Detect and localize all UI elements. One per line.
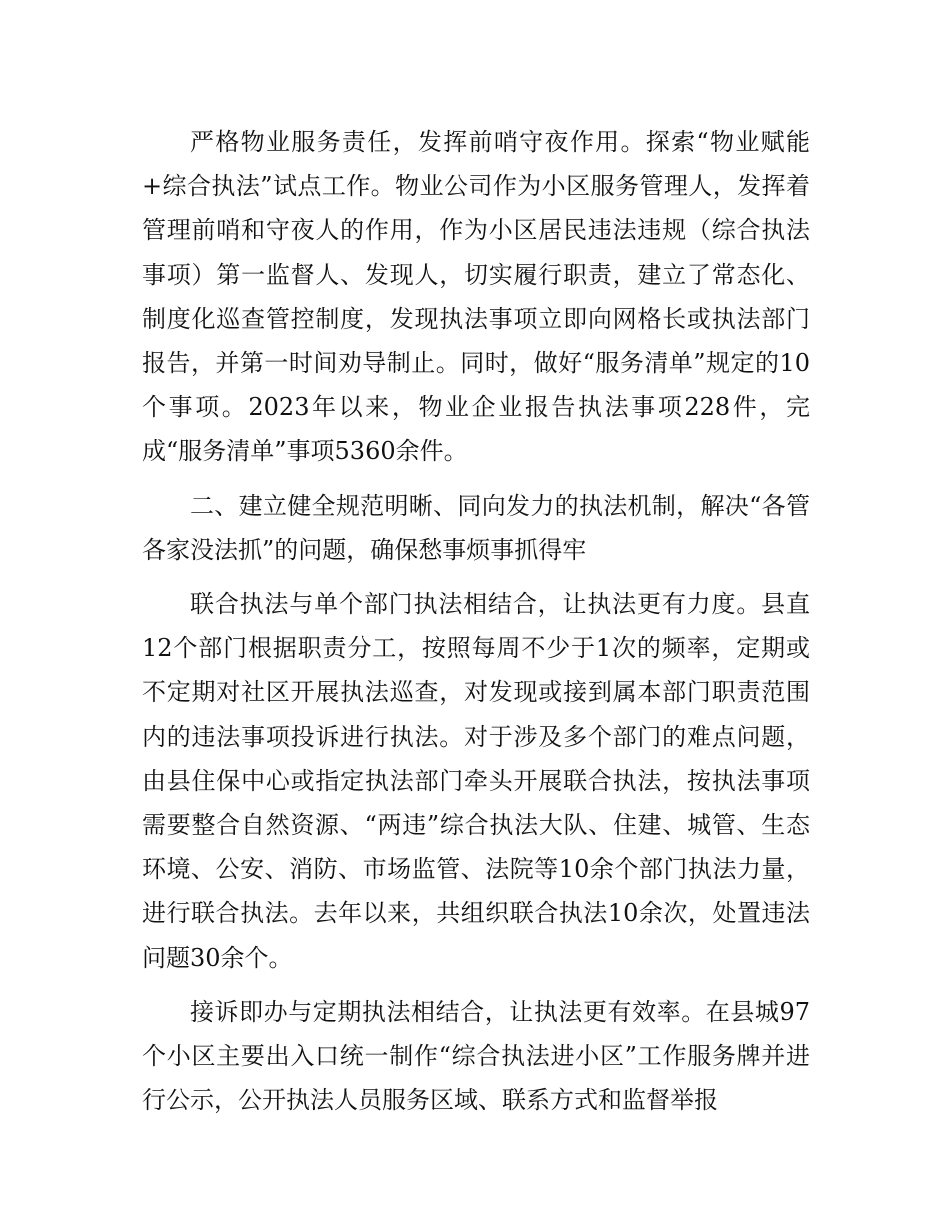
section-heading-enforcement-mechanism: 二、建立健全规范明晰、同向发力的执法机制，解决“各管各家没法抓”的问题，确保愁事烦事抓得牢 xyxy=(142,491,810,564)
document-body xyxy=(142,120,810,1122)
paragraph-property-services: 严格物业服务责任，发挥前哨守夜作用。探索“物业赋能+综合执法”试点工作。物业公司作为小区服务管理人，发挥着管理前哨和守夜人的作用，作为小区居民违法违规（综合执法事项）第一监督人、发现人，切实履行职责，建立了常态化、制度化巡查管控制度，发现执法事项立即向网格长或执法部门报告，并第一时间劝导制止。同时，做好“服务清单”规定的10个事项。2023年以来，物业企业报告执法事项228件，完成“服务清单”事项5360余件。 xyxy=(142,128,810,466)
paragraph-immediate-response: 接诉即办与定期执法相结合，让执法更有效率。在县城97个小区主要出入口统一制作“综合执法进小区”工作服务牌并进行公示，公开执法人员服务区域、联系方式和监督举报 xyxy=(142,997,810,1115)
paragraph-joint-enforcement: 联合执法与单个部门执法相结合，让执法更有力度。县直12个部门根据职责分工，按照每周不少于1次的频率，定期或不定期对社区开展执法巡查，对发现或接到属本部门职责范围内的违法事项投诉进行执法。对于涉及多个部门的难点问题，由县住保中心或指定执法部门牵头开展联合执法，按执法事项需要整合自然资源、“两违”综合执法大队、住建、城管、生态环境、公安、消防、市场监管、法院等10余个部门执法力量，进行联合执法。去年以来，共组织联合执法10余次，处置违法问题30余个。 xyxy=(142,590,810,972)
